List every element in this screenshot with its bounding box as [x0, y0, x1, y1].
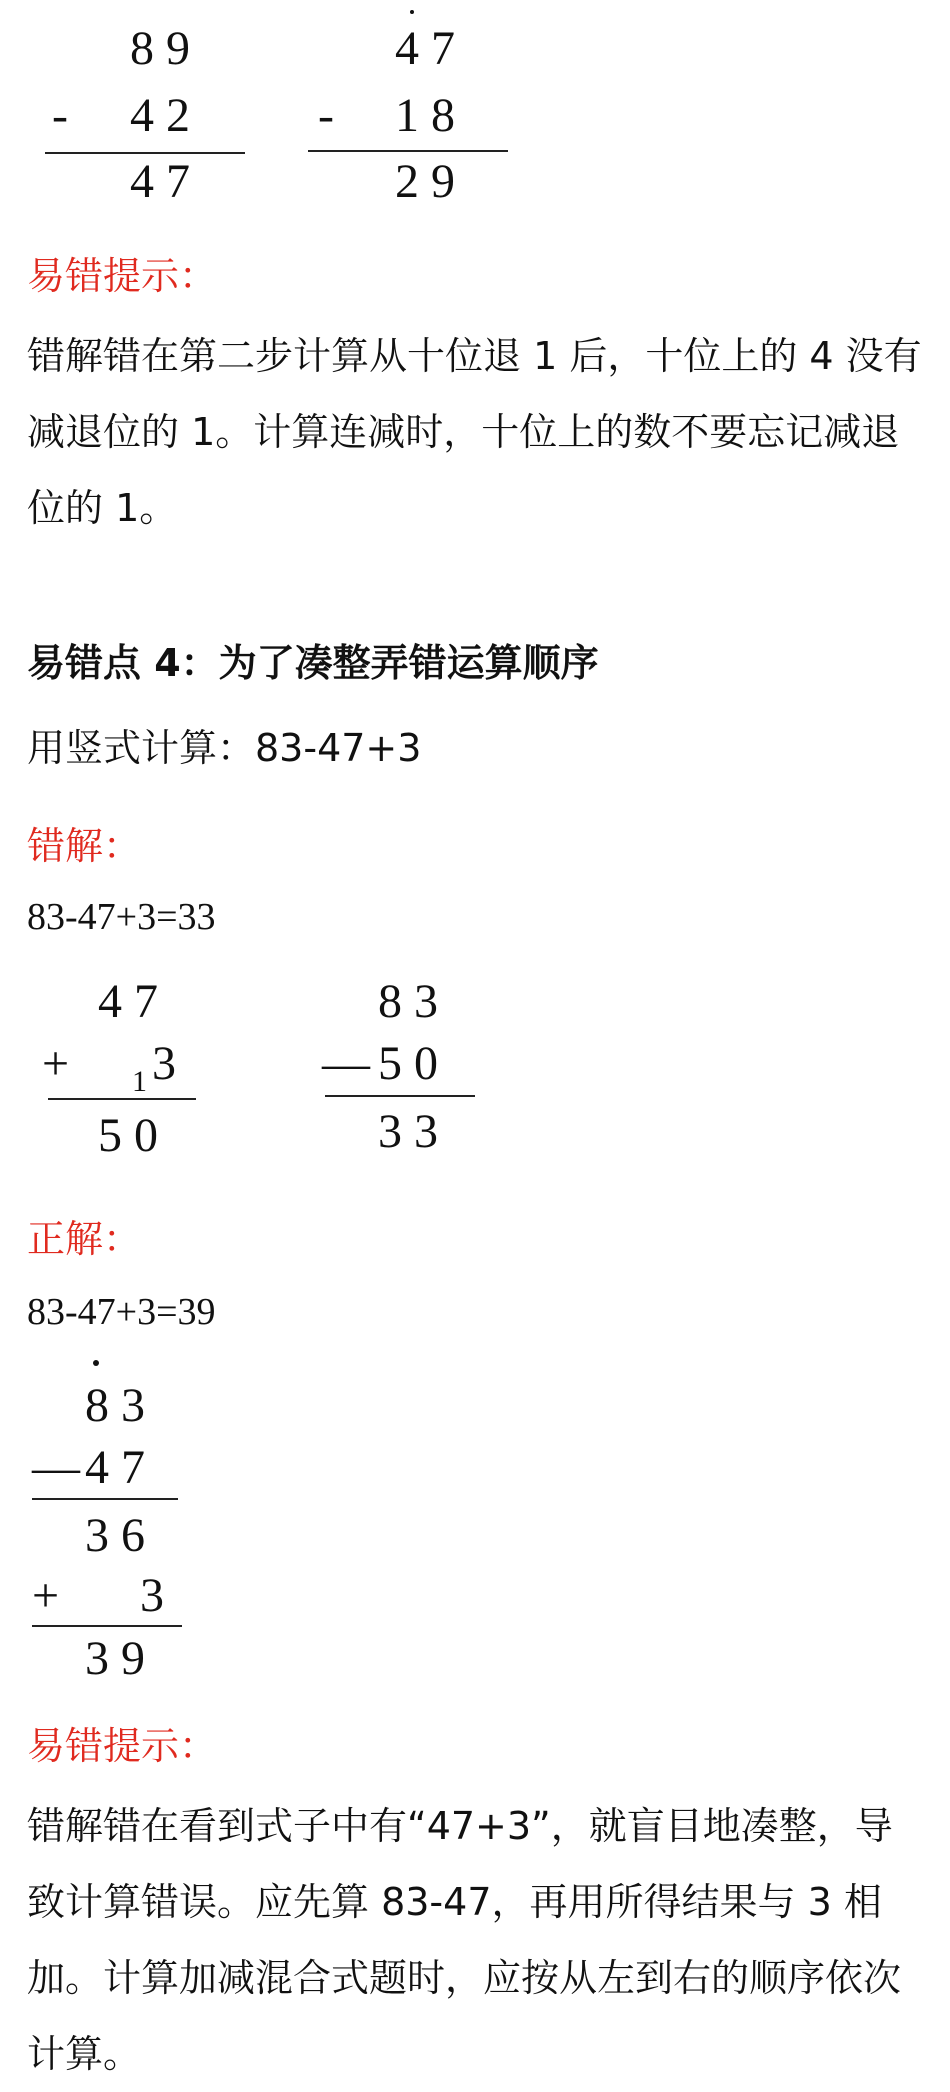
wrong-label: 错解：: [27, 824, 142, 868]
calc-mid-result: 3 6: [85, 1509, 145, 1562]
calc-operator: -: [318, 89, 334, 142]
calc-rule: [45, 152, 245, 154]
calc-operator: —: [32, 1441, 80, 1494]
tip2-heading: 易错提示：: [27, 1724, 218, 1768]
calc-rule: [32, 1625, 182, 1627]
calc-result: 4 7: [130, 155, 190, 208]
calc-operator: —: [322, 1037, 370, 1090]
calc-result: 2 9: [395, 155, 455, 208]
calc-row1: 8 9: [130, 22, 190, 75]
borrow-dot: [410, 10, 414, 14]
section4-question: 用竖式计算：83-47+3: [27, 726, 422, 770]
calc-operator: +: [42, 1037, 70, 1090]
calc-result: 3 9: [85, 1632, 145, 1685]
carry-digit: 1: [132, 1065, 147, 1098]
section4-title: 易错点 4：为了凑整弄错运算顺序: [27, 641, 599, 685]
calc-rule: [32, 1498, 178, 1500]
calc-row2: 4 2: [130, 89, 190, 142]
calc-row2: 3: [152, 1037, 176, 1090]
calc-row1: 4 7: [395, 22, 455, 75]
calc-result: 3 3: [378, 1105, 438, 1158]
calc-row3: 3: [140, 1569, 164, 1622]
calc-rule: [325, 1095, 475, 1097]
calc-row2: 5 0: [378, 1037, 438, 1090]
calc-rule: [308, 150, 508, 152]
tip1-text: 错解错在第二步计算从十位退 1 后，十位上的 4 没有减退位的 1。计算连减时，十位上的数不要忘记减退位的 1。: [27, 334, 922, 530]
calc-row1: 8 3: [85, 1379, 145, 1432]
calc-row2: 4 7: [85, 1441, 145, 1494]
calc-result: 5 0: [98, 1109, 158, 1162]
borrow-dot: [93, 1360, 99, 1366]
calc-operator: +: [32, 1569, 60, 1622]
tip1-heading: 易错提示：: [27, 254, 218, 298]
calc-row2: 1 8: [395, 89, 455, 142]
calc-row1: 4 7: [98, 975, 158, 1028]
wrong-equation: 83-47+3=33: [27, 896, 216, 938]
tip2-text: 错解错在看到式子中有“47+3”，就盲目地凑整，导致计算错误。应先算 83-47，再用所得结果与 3 相加。计算加减混合式题时，应按从左到右的顺序依次计算。: [27, 1804, 902, 2076]
calc-row1: 8 3: [378, 975, 438, 1028]
right-label: 正解：: [27, 1217, 142, 1261]
calc-operator: -: [52, 89, 68, 142]
right-equation: 83-47+3=39: [27, 1291, 216, 1333]
calc-rule: [48, 1098, 196, 1100]
